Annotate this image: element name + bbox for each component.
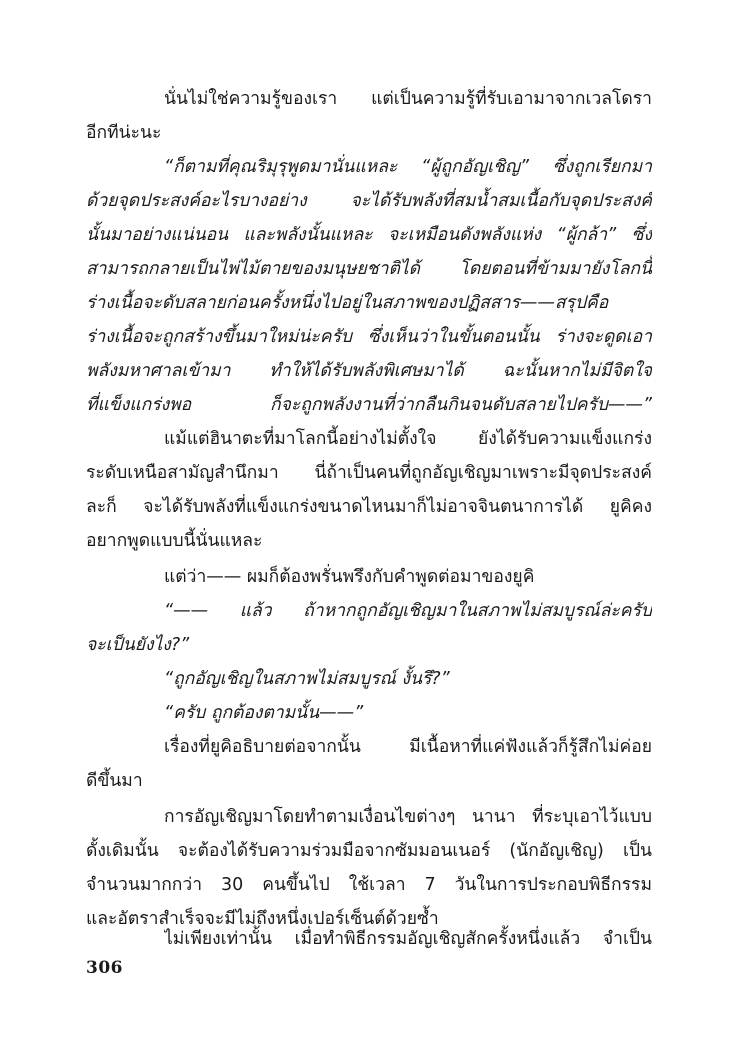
dialogue-line: ร่างเนื้อจะดับสลายก่อนครั้งหนึ่งไปอยู่ในสภาพของปฏิสสาร——สรุปคือ xyxy=(86,293,609,313)
text-line: แม้แต่ฮินาตะที่มาโลกนี้อย่างไม่ตั้งใจ ยังได้รับความแข็งแกร่ง xyxy=(164,429,652,449)
dialogue-line: “ครับ ถูกต้องตามนั้น——” xyxy=(164,703,364,723)
text-line: การอัญเชิญมาโดยทำตามเงื่อนไขต่างๆ นานา ที่ระบุเอาไว้แบบ xyxy=(164,807,652,827)
dialogue-line: “ถูกอัญเชิญในสภาพไม่สมบูรณ์ งั้นรึ?” xyxy=(164,669,450,689)
dialogue-line: สามารถกลายเป็นไพ่ไม้ตายของมนุษยชาติได้ โดยตอนที่ข้ามมายังโลกนี้ xyxy=(86,259,652,279)
dialogue-line: พลังมหาศาลเข้ามา ทำให้ได้รับพลังพิเศษมาได้ ฉะนั้นหากไม่มีจิตใจ xyxy=(86,361,652,381)
text-line: และอัตราสำเร็จจะมีไม่ถึงหนึ่งเปอร์เซ็นต์ด้วยซ้ำ xyxy=(86,909,439,929)
dialogue-line: ที่แข็งแกร่งพอ ก็จะถูกพลังงานที่ว่ากลืนกินจนดับสลายไปครับ——” xyxy=(86,395,652,415)
dialogue-line: “—— แล้ว ถ้าหากถูกอัญเชิญมาในสภาพไม่สมบูรณ์ล่ะครับ xyxy=(164,601,652,621)
text-line: อยากพูดแบบนี้นั่นแหละ xyxy=(86,531,263,551)
text-line: นั่นไม่ใช่ความรู้ของเรา แต่เป็นความรู้ที่รับเอามาจากเวลโดรา xyxy=(164,89,652,109)
text-line: ละก็ จะได้รับพลังที่แข็งแกร่งขนาดไหนมาก็ไม่อาจจินตนาการได้ ยูคิคง xyxy=(86,497,652,517)
text-line: ดั้งเดิมนั้น จะต้องได้รับความร่วมมือจากซัมมอนเนอร์ (นักอัญเชิญ) เป็น xyxy=(86,841,652,861)
dialogue-line: ด้วยจุดประสงค์อะไรบางอย่าง จะได้รับพลังที่สมน้ำสมเนื้อกับจุดประสงค์ xyxy=(86,191,652,211)
page-number: 306 xyxy=(86,958,123,978)
dialogue-line: จะเป็นยังไง?” xyxy=(86,635,190,655)
text-line: แต่ว่า—— ผมก็ต้องพรั่นพรึงกับคำพูดต่อมาของยูคิ xyxy=(164,567,535,587)
text-line: จำนวนมากกว่า 30 คนขึ้นไป ใช้เวลา 7 วันในการประกอบพิธีกรรม xyxy=(86,875,652,895)
text-line: อีกทีน่ะนะ xyxy=(86,123,162,143)
text-line: ระดับเหนือสามัญสำนึกมา นี่ถ้าเป็นคนที่ถูกอัญเชิญมาเพราะมีจุดประสงค์ xyxy=(86,463,652,483)
dialogue-line: ร่างเนื้อจะถูกสร้างขึ้นมาใหม่น่ะครับ ซึ่งเห็นว่าในขั้นตอนนั้น ร่างจะดูดเอา xyxy=(86,327,652,347)
dialogue-line: นั้นมาอย่างแน่นอน และพลังนั้นแหละ จะเหมือนดังพลังแห่ง “ผู้กล้า” ซึ่ง xyxy=(86,225,652,245)
text-line: ดีขึ้นมา xyxy=(86,771,143,791)
text-line: เรื่องที่ยูคิอธิบายต่อจากนั้น มีเนื้อหาที่แค่ฟังแล้วก็รู้สึกไม่ค่อย xyxy=(164,737,652,757)
dialogue-line: “ก็ตามที่คุณริมุรุพูดมานั่นแหละ “ผู้ถูกอัญเชิญ” ซึ่งถูกเรียกมา xyxy=(164,157,652,177)
text-line: ไม่เพียงเท่านั้น เมื่อทำพิธีกรรมอัญเชิญสักครั้งหนึ่งแล้ว จำเป็น xyxy=(164,929,652,949)
